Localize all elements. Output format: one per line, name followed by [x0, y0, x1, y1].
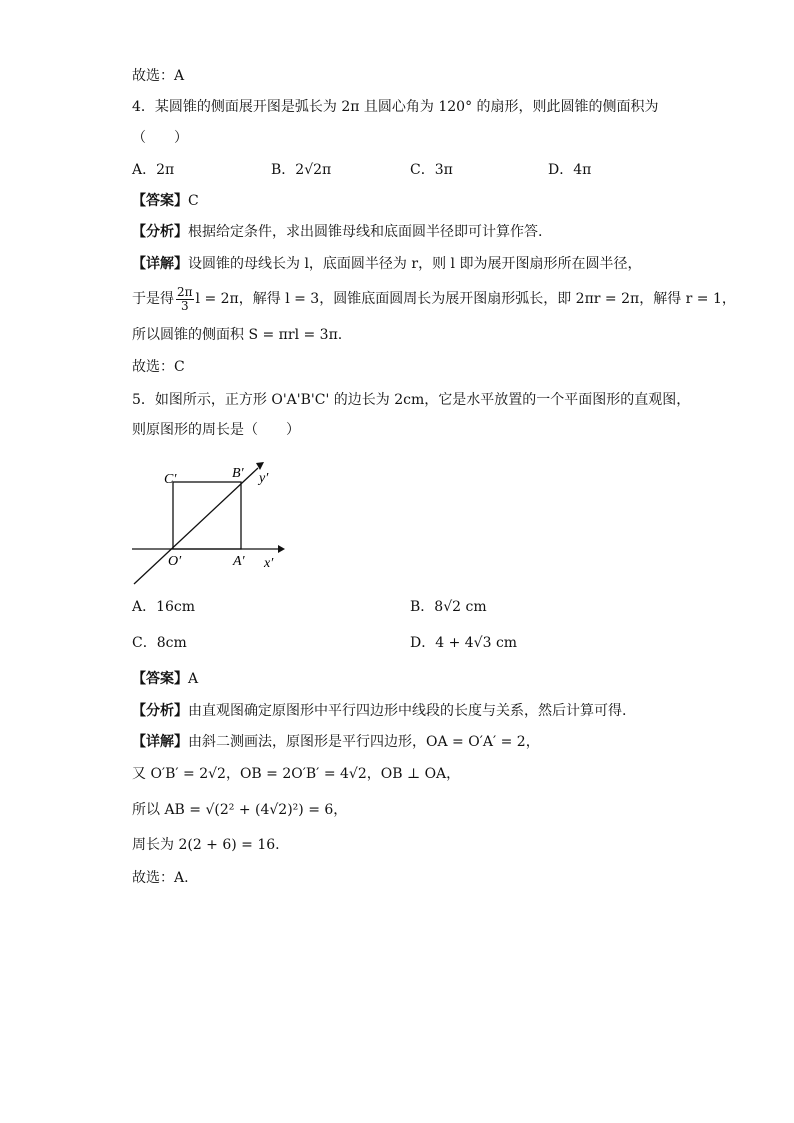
q5-detail-3: 所以 AB = √(2² + (4√2)²) = 6， [132, 802, 348, 818]
q5-option-d: D．4 + 4√3 cm [410, 635, 518, 651]
fraction-numerator: 2π [177, 284, 193, 299]
q5-option-c: C．8cm [132, 635, 187, 651]
analysis-tag: 【分析】 [132, 224, 188, 240]
q5-detail-1: 由斜二测画法，原图形是平行四边形，OA = O′A′ = 2， [188, 734, 540, 750]
label-o: O′ [168, 554, 182, 569]
analysis-tag: 【分析】 [132, 703, 188, 719]
q4-answer: C [188, 193, 199, 209]
q4-option-c: C．3π [410, 162, 453, 178]
q5-option-b: B．8√2 cm [410, 599, 487, 615]
q4-detail-2b: l = 2π，解得 l = 3，圆锥底面圆周长为展开图扇形弧长，即 2πr = 2π，解得 r = 1， [195, 291, 736, 307]
q4-stem: 4．某圆锥的侧面展开图是弧长为 2π 且圆心角为 120° 的扇形，则此圆锥的侧面积为 [132, 99, 659, 115]
prev-conclusion: 故选：A [132, 68, 185, 84]
q4-option-b: B．2√2π [271, 162, 332, 178]
fraction-denominator: 3 [180, 298, 189, 313]
q4-detail-line-2 [132, 284, 736, 314]
q4-stem-paren: （ ） [132, 130, 188, 146]
q4-conclusion: 故选：C [132, 359, 185, 375]
q4-detail-line-1 [132, 255, 641, 273]
label-a: A′ [233, 554, 245, 569]
q4-detail-3: 所以圆锥的侧面积 S = πrl = 3π. [132, 327, 343, 343]
label-c: C′ [164, 472, 177, 487]
q5-analysis-line [132, 702, 626, 720]
detail-tag: 【详解】 [132, 256, 188, 272]
q5-option-a: A．16cm [132, 599, 196, 615]
fraction-2pi-over-3 [176, 286, 194, 313]
q5-stem-cont: 则原图形的周长是（ ） [132, 422, 300, 438]
label-b: B′ [232, 466, 244, 481]
answer-tag: 【答案】 [132, 671, 188, 687]
label-x: x′ [264, 556, 274, 571]
q4-analysis-line [132, 223, 542, 241]
q4-detail-1: 设圆锥的母线长为 l，底面圆半径为 r，则 l 即为展开图扇形所在圆半径， [188, 256, 642, 272]
q5-answer-line [132, 670, 198, 688]
q4-option-d: D．4π [548, 162, 592, 178]
q4-option-a: A．2π [132, 162, 175, 178]
intuitive-figure [128, 456, 288, 591]
x-axis-arrow-icon [278, 545, 285, 553]
q5-detail-2: 又 O′B′ = 2√2，OB = 2O′B′ = 4√2，OB ⊥ OA， [132, 766, 461, 782]
q5-conclusion: 故选：A. [132, 870, 189, 886]
q4-answer-line [132, 192, 199, 210]
label-y: y′ [259, 471, 269, 486]
q4-analysis: 根据给定条件，求出圆锥母线和底面圆半径即可计算作答. [188, 224, 543, 240]
q5-analysis: 由直观图确定原图形中平行四边形中线段的长度与关系，然后计算可得. [188, 703, 627, 719]
q5-answer: A [188, 671, 199, 687]
q5-detail-4: 周长为 2(2 + 6) = 16. [132, 837, 280, 853]
detail-tag: 【详解】 [132, 734, 188, 750]
q5-detail-line-1 [132, 733, 540, 751]
answer-tag: 【答案】 [132, 193, 188, 209]
q5-stem: 5．如图所示，正方形 O'A'B'C' 的边长为 2cm，它是水平放置的一个平面图形的直观图， [132, 392, 691, 408]
q4-detail-2a: 于是得 [132, 291, 174, 307]
